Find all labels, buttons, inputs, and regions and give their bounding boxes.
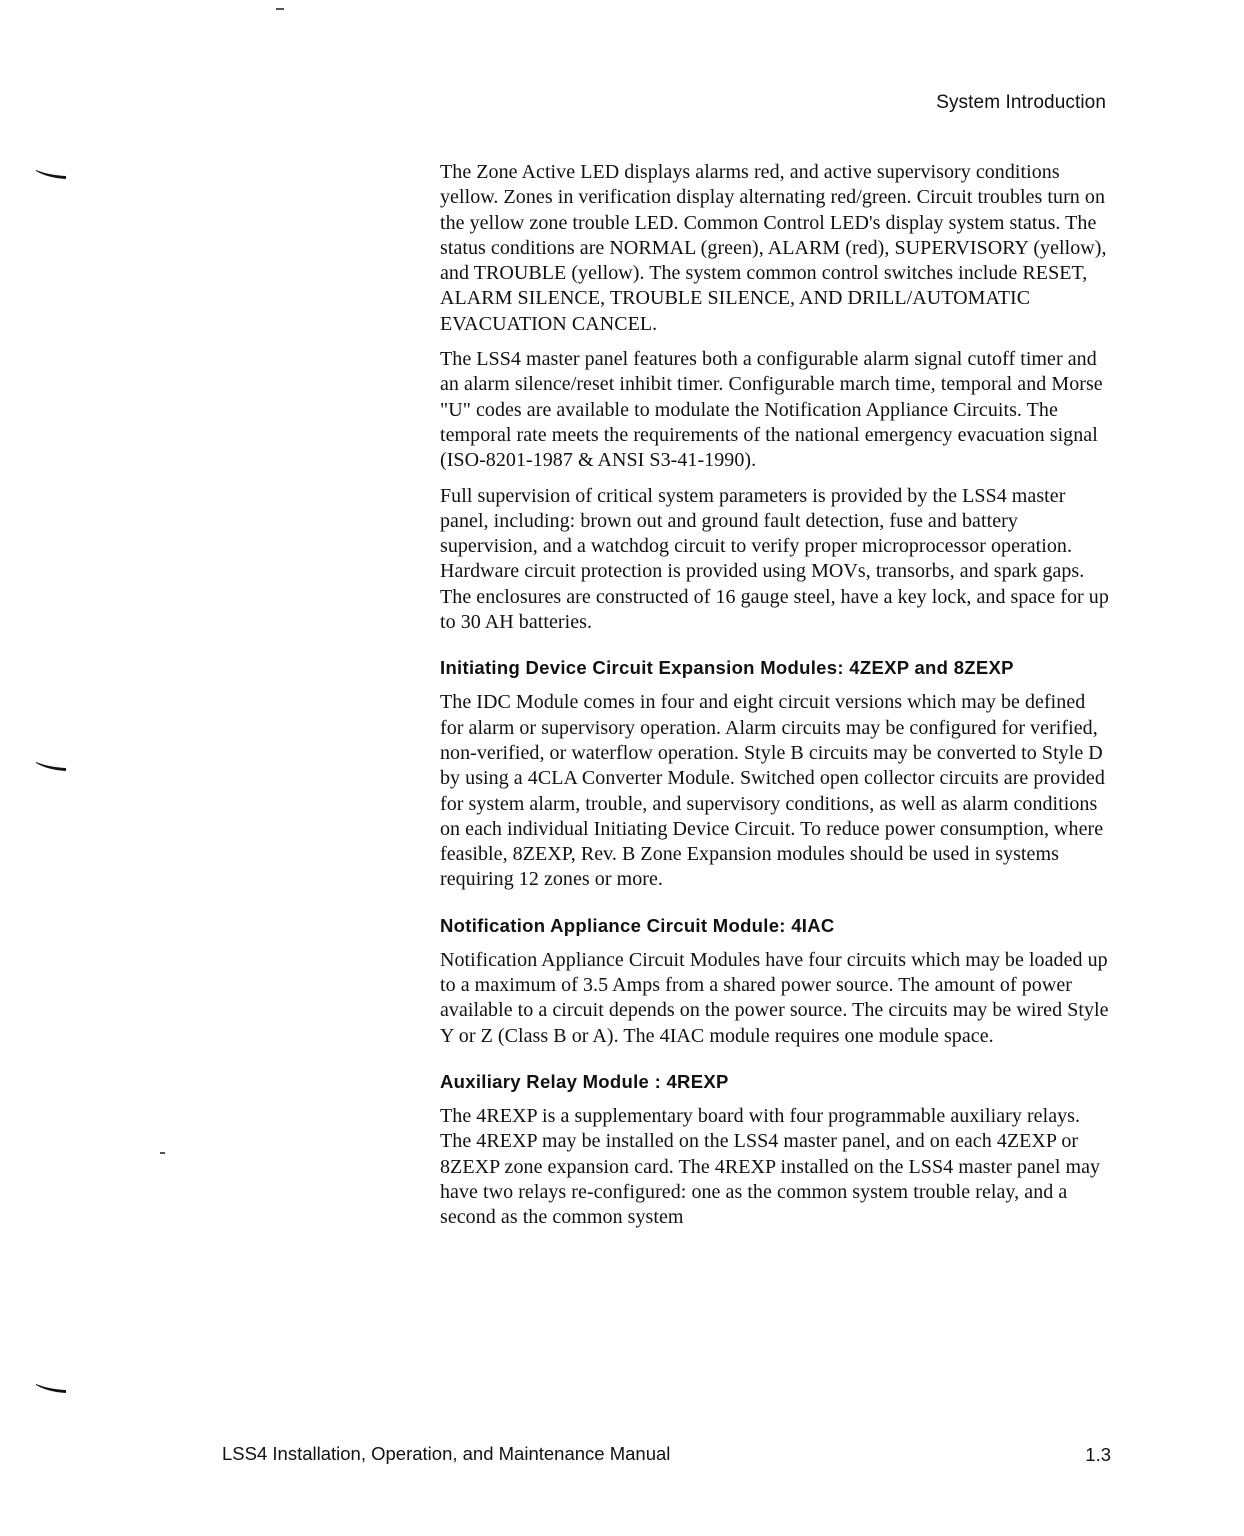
paragraph-timers: The LSS4 master panel features both a configurable alarm signal cutoff timer and an alarm silence/reset inhibit timer. Configurable march time, temporal and Morse "U" codes are available to modulate the Notification Appliance Circuits. The temporal rate meets the requirements of the national emergency evacuation signal (ISO-8201-1987 & ANSI S3-41-1990). (440, 348, 1103, 472)
scan-speck (276, 8, 284, 10)
binder-hole-mark-icon (34, 168, 68, 180)
section-heading-idc: Initiating Device Circuit Expansion Modules: 4ZEXP and 8ZEXP (440, 657, 1014, 679)
footer-manual-title: LSS4 Installation, Operation, and Maintenance Manual (222, 1443, 671, 1464)
paragraph-idc-module: The IDC Module comes in four and eight circuit versions which may be defined for alarm or supervisory operation. Alarm circuits may be configured for verified, non-verified, or waterflow operation. Style B circuits may be converted to Style D by using a 4CLA Converter Module. Switched open collector circuits are provided for system alarm, trouble, and supervisory conditions, as well as alarm conditions on each individual Initiating Device Circuit. To reduce power consumption, where feasible, 8ZEXP, Rev. B Zone Expansion modules should be used in systems requiring 12 zones or more. (440, 691, 1105, 891)
section-heading-relay: Auxiliary Relay Module : 4REXP (440, 1070, 729, 1092)
section-heading-nac: Notification Appliance Circuit Module: 4IAC (440, 914, 835, 936)
paragraph-zone-led: The Zone Active LED displays alarms red, and active supervisory conditions yellow. Zones in verification display alternating red/green. Circuit troubles turn on the yellow zone trouble LED. Common Control LED's display system status. The status conditions are NORMAL (green), ALARM (red), SUPERVISORY (yellow), and TROUBLE (yellow). The system common control switches include RESET, ALARM SILENCE, TROUBLE SILENCE, AND DRILL/AUTOMATIC EVACUATION CANCEL. (440, 161, 1107, 335)
paragraph-nac-module: Notification Appliance Circuit Modules have four circuits which may be loaded up to a maximum of 3.5 Amps from a shared power source. The amount of power available to a circuit depends on the power source. The circuits may be wired Style Y or Z (Class B or A). The 4IAC module requires one module space. (440, 948, 1109, 1047)
page-body (440, 160, 1112, 1240)
binder-hole-mark-icon (34, 1382, 68, 1394)
paragraph-relay-module: The 4REXP is a supplementary board with four programmable auxiliary relays. The 4REXP may be installed on the LSS4 master panel, and on each 4ZEXP or 8ZEXP zone expansion card. The 4REXP installed on the LSS4 master panel may have two relays re-configured: one as the common system trouble relay, and a second as the common system (440, 1104, 1101, 1229)
running-header: System Introduction (936, 92, 1106, 113)
scan-speck (160, 1152, 165, 1154)
binder-hole-mark-icon (34, 760, 68, 772)
paragraph-supervision: Full supervision of critical system parameters is provided by the LSS4 master panel, including: brown out and ground fault detection, fuse and battery supervision, and a watchdog circuit to verify proper microprocessor operation. Hardware circuit protection is provided using MOVs, transorbs, and spark gaps. The enclosures are constructed of 16 gauge steel, have a key lock, and space for up to 30 AH batteries. (440, 484, 1109, 634)
page-number: 1.3 (1085, 1444, 1111, 1465)
